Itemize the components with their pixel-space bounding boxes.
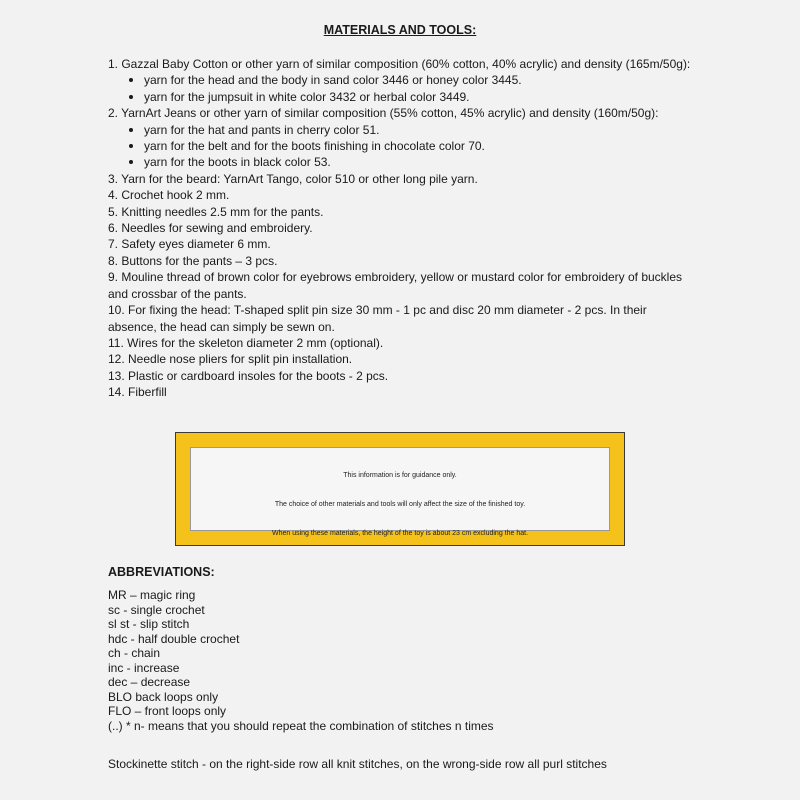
guidance-note-frame (175, 432, 625, 546)
materials-item-8: 8. Buttons for the pants – 3 pcs. (108, 253, 278, 268)
guidance-note-line-3: When using these materials, the height of the toy is about 23 cm excluding the hat. (271, 530, 529, 537)
materials-item-6: 6. Needles for sewing and embroidery. (108, 221, 313, 236)
materials-item-5: 5. Knitting needles 2.5 mm for the pants. (108, 204, 324, 219)
list-item: sl st - slip stitch (108, 617, 190, 631)
materials-title: MATERIALS AND TOOLS: (323, 23, 477, 37)
list-item: hdc - half double crochet (108, 631, 240, 646)
list-item: (..) * n- means that you should repeat the combination of stitches n times (108, 718, 494, 733)
guidance-note-line-1: This information is for guidance only. (343, 472, 457, 479)
materials-item-9: 9. Mouline thread of brown color for eyebrows embroidery, yellow or mustard color for embroidery of buckles and crossbar of the pants. (108, 270, 683, 301)
materials-item-14: 14. Fiberfill (108, 385, 167, 400)
list-item: yarn for the jumpsuit in white color 3432 or herbal color 3449. (108, 89, 693, 105)
abbreviations-list (108, 588, 494, 733)
materials-item-7: 7. Safety eyes diameter 6 mm. (108, 237, 271, 252)
materials-item-11: 11. Wires for the skeleton diameter 2 mm (optional). (108, 335, 384, 350)
stockinette-stitch-note: Stockinette stitch - on the right-side row all knit stitches, on the wrong-side row all purl stitches (108, 757, 607, 771)
materials-item-10: 10. For fixing the head: T-shaped split pin size 30 mm - 1 pc and disc 20 mm diameter - 2 pcs. In their absence, the head can simply be sewn on. (108, 303, 647, 334)
materials-item-3: 3. Yarn for the beard: YarnArt Tango, color 510 or other long pile yarn. (108, 171, 478, 186)
materials-item-2-sublist (108, 122, 693, 171)
guidance-note (190, 447, 610, 537)
list-item: ch - chain (108, 646, 161, 660)
list-item: FLO – front loops only (108, 704, 227, 718)
materials-item-1: 1. Gazzal Baby Cotton or other yarn of similar composition (60% cotton, 40% acrylic) and density (165m/50g): (108, 57, 691, 71)
list-item: yarn for the boots in black color 53. (108, 154, 693, 170)
list-item: BLO back loops only (108, 689, 219, 704)
materials-item-1-sublist (108, 72, 693, 105)
materials-list (108, 56, 693, 401)
materials-item-4: 4. Crochet hook 2 mm. (108, 188, 230, 203)
list-item: sc - single crochet (108, 602, 205, 617)
list-item: dec – decrease (108, 675, 191, 689)
list-item: yarn for the head and the body in sand color 3446 or honey color 3445. (108, 72, 693, 88)
materials-item-2: 2. YarnArt Jeans or other yarn of similar composition (55% cotton, 45% acrylic) and density (160m/50g): (108, 106, 659, 121)
guidance-note-line-2: The choice of other materials and tools will only affect the size of the finished toy. (274, 501, 526, 508)
list-item: MR – magic ring (108, 588, 196, 602)
materials-item-13: 13. Plastic or cardboard insoles for the boots - 2 pcs. (108, 368, 389, 383)
materials-item-12: 12. Needle nose pliers for split pin installation. (108, 352, 353, 367)
abbreviations-title: ABBREVIATIONS: (108, 565, 215, 579)
list-item: yarn for the hat and pants in cherry color 51. (108, 122, 693, 138)
list-item: inc - increase (108, 660, 180, 675)
list-item: yarn for the belt and for the boots finishing in chocolate color 70. (108, 138, 693, 154)
